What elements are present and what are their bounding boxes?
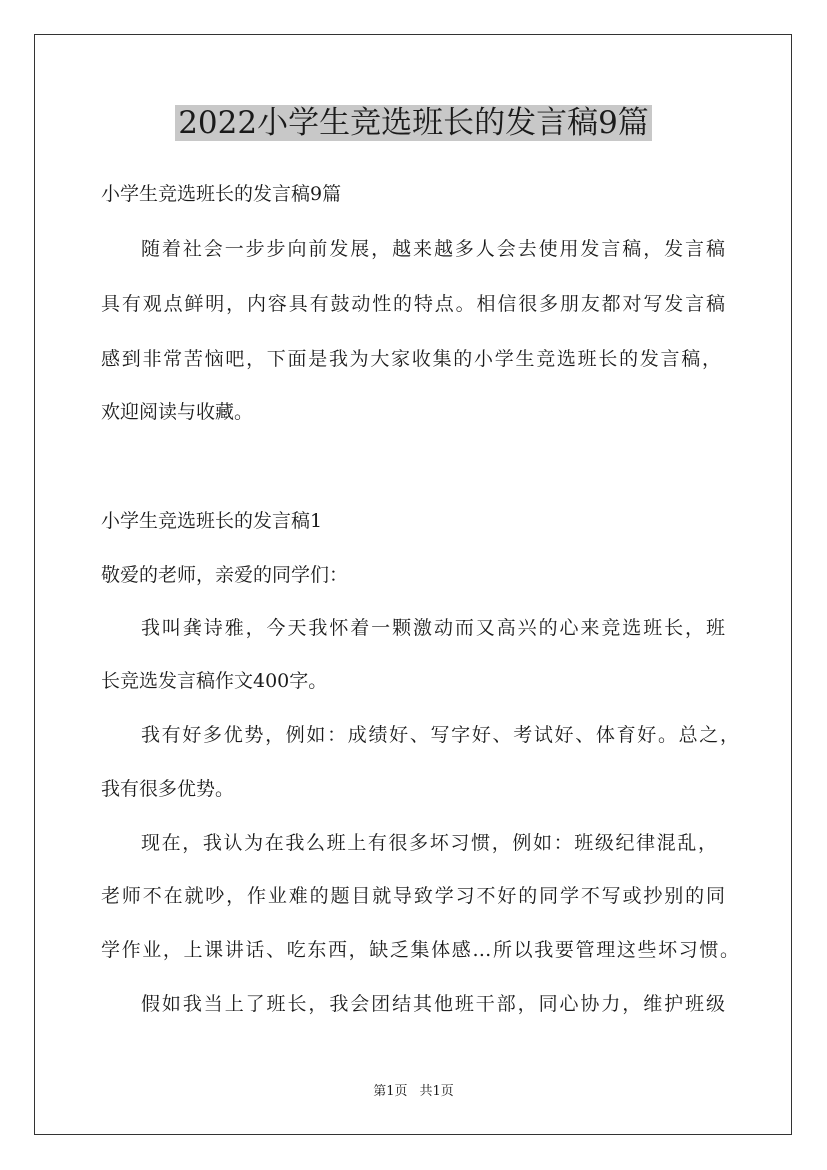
section-heading: 小学生竞选班长的发言稿1 xyxy=(101,510,323,532)
paragraph-line: 现在，我认为在我么班上有很多坏习惯，例如：班级纪律混乱， xyxy=(141,832,717,854)
page-number: 第1页 xyxy=(373,1084,408,1099)
paragraph-line: 老师不在就吵，作业难的题目就导致学习不好的同学不写或抄别的同 xyxy=(101,885,725,907)
paragraph-line: 感到非常苦恼吧，下面是我为大家收集的小学生竞选班长的发言稿， xyxy=(101,348,721,370)
paragraph-line: 随着社会一步步向前发展，越来越多人会去使用发言稿，发言稿 xyxy=(141,238,725,260)
page-footer xyxy=(0,1083,827,1101)
document-title xyxy=(0,100,827,146)
paragraph-line: 具有观点鲜明，内容具有鼓动性的特点。相信很多朋友都对写发言稿 xyxy=(101,293,725,315)
paragraph-line: 我有好多优势，例如：成绩好、写字好、考试好、体育好。总之， xyxy=(141,724,739,746)
paragraph-line: 我有很多优势。 xyxy=(101,778,235,800)
document-title-text: 2022小学生竞选班长的发言稿9篇 xyxy=(175,105,652,141)
salutation-line: 敬爱的老师，亲爱的同学们： xyxy=(101,564,349,586)
paragraph-line: 长竞选发言稿作文400字。 xyxy=(101,670,328,692)
paragraph-line: 欢迎阅读与收藏。 xyxy=(101,401,254,423)
paragraph-line: 假如我当上了班长，我会团结其他班干部，同心协力，维护班级 xyxy=(141,993,725,1015)
paragraph-line: 学作业，上课讲话、吃东西，缺乏集体感…所以我要管理这些坏习惯。 xyxy=(101,939,739,961)
paragraph-line: 我叫龚诗雅，今天我怀着一颗激动而又高兴的心来竞选班长，班 xyxy=(141,617,725,639)
subtitle-line: 小学生竞选班长的发言稿9篇 xyxy=(101,183,342,205)
page-total: 共1页 xyxy=(419,1084,454,1099)
